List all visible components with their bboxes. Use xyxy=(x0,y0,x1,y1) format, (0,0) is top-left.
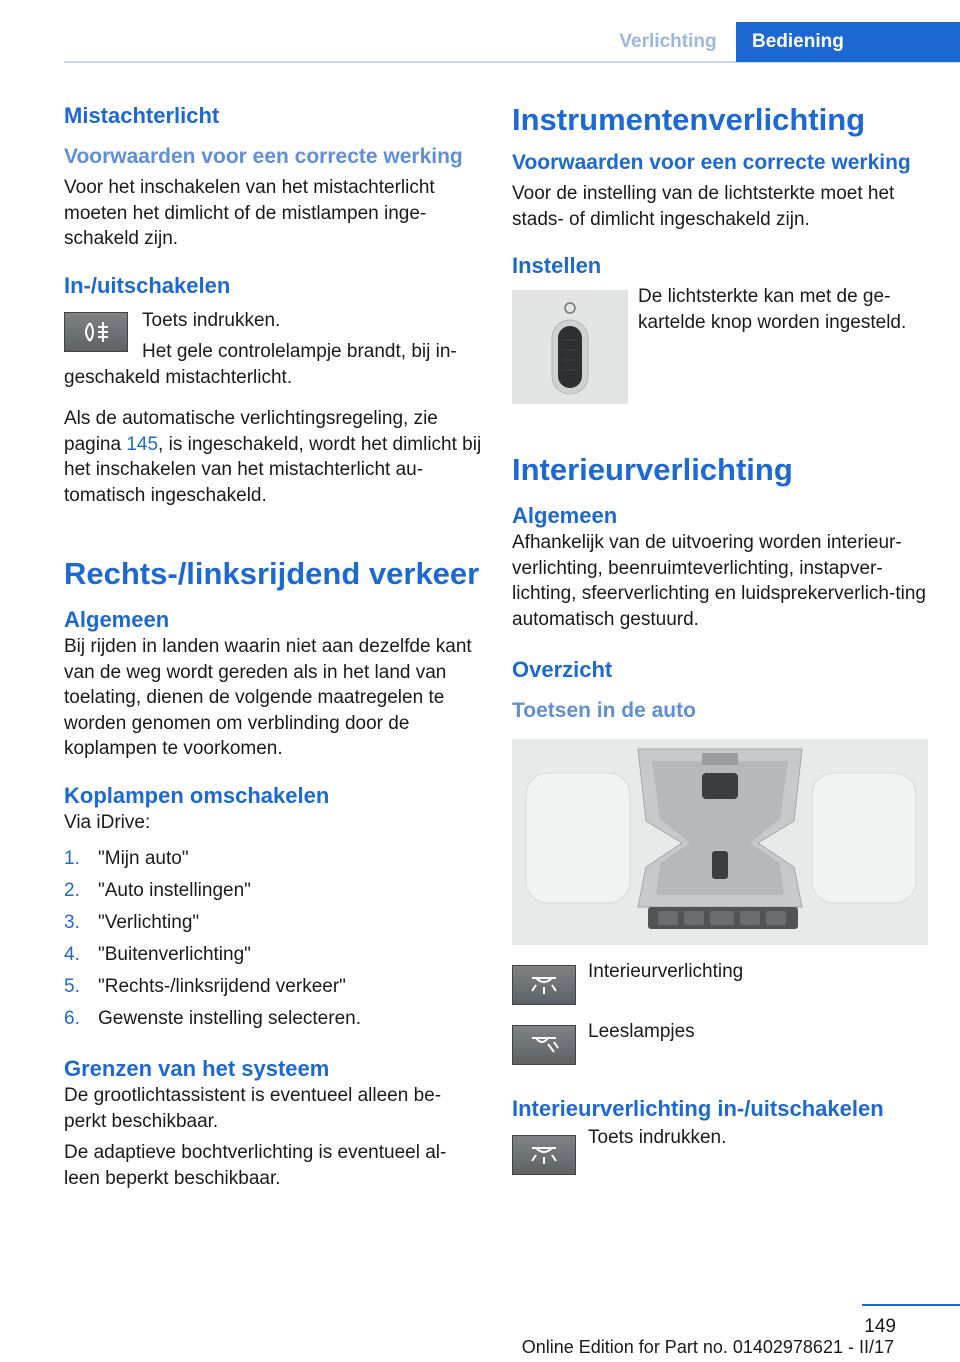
list-item xyxy=(64,907,482,939)
steps-list xyxy=(64,843,482,1035)
roof-console-illustration xyxy=(512,739,928,945)
auto-text-before: Als de automatische verlichtingsregeling, zie pagina xyxy=(64,408,438,455)
step-text: "Verlichting" xyxy=(98,912,200,933)
list-item xyxy=(64,939,482,971)
instr-title: Instrumentenverlichting xyxy=(512,102,866,137)
onoff-block xyxy=(64,308,482,391)
key1-label: Interieurverlichting xyxy=(588,961,744,982)
step-number: 2. xyxy=(64,880,80,901)
tab-verlichting[interactable]: Verlichting xyxy=(619,31,717,52)
knurled-knob-icon xyxy=(512,290,628,404)
step-text: "Rechts-/linksrijdend verkeer" xyxy=(98,976,346,997)
switch-intro: Via iDrive: xyxy=(64,811,151,833)
limits-title: Grenzen van het systeem xyxy=(64,1056,330,1081)
left-column xyxy=(64,96,482,1191)
list-item xyxy=(64,843,482,875)
mist-conditions-title: Voorwaarden voor een correcte werking xyxy=(64,145,463,168)
interior-onoff-title: Interieurverlichting in-/uitschakelen xyxy=(512,1096,884,1121)
list-item xyxy=(64,875,482,907)
edition-footer: Online Edition for Part no. 01402978621 - II/17 xyxy=(521,1337,894,1357)
list-item xyxy=(64,1003,482,1035)
step-number: 1. xyxy=(64,848,80,869)
interior-light-icon xyxy=(524,972,564,998)
tab-bediening[interactable]: Bediening xyxy=(736,22,960,62)
list-item xyxy=(64,971,482,1003)
interior-general-title: Algemeen xyxy=(512,503,618,528)
auto-text xyxy=(64,406,482,508)
interior-light-button-image-2 xyxy=(512,1135,576,1175)
reading-light-button-image xyxy=(512,1025,576,1065)
rear-fog-light-button-image xyxy=(64,312,128,352)
step-text: "Auto instellingen" xyxy=(98,880,251,901)
set-title: Instellen xyxy=(512,253,602,278)
key2-label: Leeslampjes xyxy=(588,1021,695,1042)
overview-title: Overzicht xyxy=(512,657,613,682)
instr-conditions-text: Voor de instelling van de lichtsterkte moet het stads- of dimlicht ingeschakeld zijn. xyxy=(512,183,895,230)
key1-row xyxy=(512,961,928,1009)
keys-title: Toetsen in de auto xyxy=(512,699,696,722)
auto-text-after: , is ingeschakeld, wordt het dimlicht bij het inschakelen van het mistachterlicht au‐tomatisch ingeschakeld. xyxy=(64,433,482,506)
page-link-145[interactable]: 145 xyxy=(126,433,159,455)
limits-text-2: De adaptieve bochtverlichting is eventueel al‐leen beperkt beschikbaar. xyxy=(64,1142,447,1189)
step-text: Gewenste instelling selecteren. xyxy=(98,1008,361,1029)
step-text: "Mijn auto" xyxy=(98,848,189,869)
step-number: 5. xyxy=(64,976,80,997)
page-number: 149 xyxy=(864,1316,896,1337)
instr-conditions-title: Voorwaarden voor een correcte werking xyxy=(512,151,911,174)
general-text: Bij rijden in landen waarin niet aan dezelfde kant van de weg wordt gereden als in het land van toelating, dienen de volgende maatregelen te worden genomen om verblinding door de koplampen te voorkomen. xyxy=(64,636,472,759)
set-text: De lichtsterkte kan met de ge‐kartelde knop worden ingesteld. xyxy=(638,286,907,333)
limits-text-1: De grootlichtassistent is eventueel alleen be‐perkt beschikbaar. xyxy=(64,1085,442,1132)
interior-onoff-text: Toets indrukken. xyxy=(588,1127,727,1148)
key2-row xyxy=(512,1021,928,1069)
right-column xyxy=(512,96,928,1179)
onoff-line1: Toets indrukken. xyxy=(142,309,281,331)
onoff-line2: Het gele controlelampje brandt, bij in‐geschakeld mistachterlicht. xyxy=(64,341,457,388)
roof-console-image xyxy=(512,739,928,945)
onoff-title: In-/uitschakelen xyxy=(64,272,231,298)
mist-title: Mistachterlicht xyxy=(64,103,220,128)
interior-light-button-image xyxy=(512,965,576,1005)
switch-title: Koplampen omschakelen xyxy=(64,782,330,808)
step-number: 6. xyxy=(64,1008,80,1029)
traffic-title: Rechts-/linksrijdend verkeer xyxy=(64,556,480,591)
set-block xyxy=(512,284,928,404)
interior-title: Interieurverlichting xyxy=(512,452,793,487)
step-text: "Buitenverlichting" xyxy=(98,944,251,965)
general-title: Algemeen xyxy=(64,607,170,632)
reading-light-icon xyxy=(524,1032,564,1058)
interior-light-icon xyxy=(524,1142,564,1168)
rear-fog-light-icon xyxy=(76,319,116,345)
interior-general-text: Afhankelijk van de uitvoering worden interieur‐verlichting, beenruimteverlichting, instapver‐lichting, sfeerverlichting en luidsprekerverlich‐ting automatisch gestuurd. xyxy=(512,532,926,630)
interior-onoff-row xyxy=(512,1127,928,1179)
page-number-rule xyxy=(862,1304,960,1306)
step-number: 4. xyxy=(64,944,80,965)
step-number: 3. xyxy=(64,912,80,933)
mist-conditions-text: Voor het inschakelen van het mistachterlicht moeten het dimlicht of de mistlampen inge‐schakeld zijn. xyxy=(64,177,435,249)
dimmer-knob-image xyxy=(512,290,628,404)
